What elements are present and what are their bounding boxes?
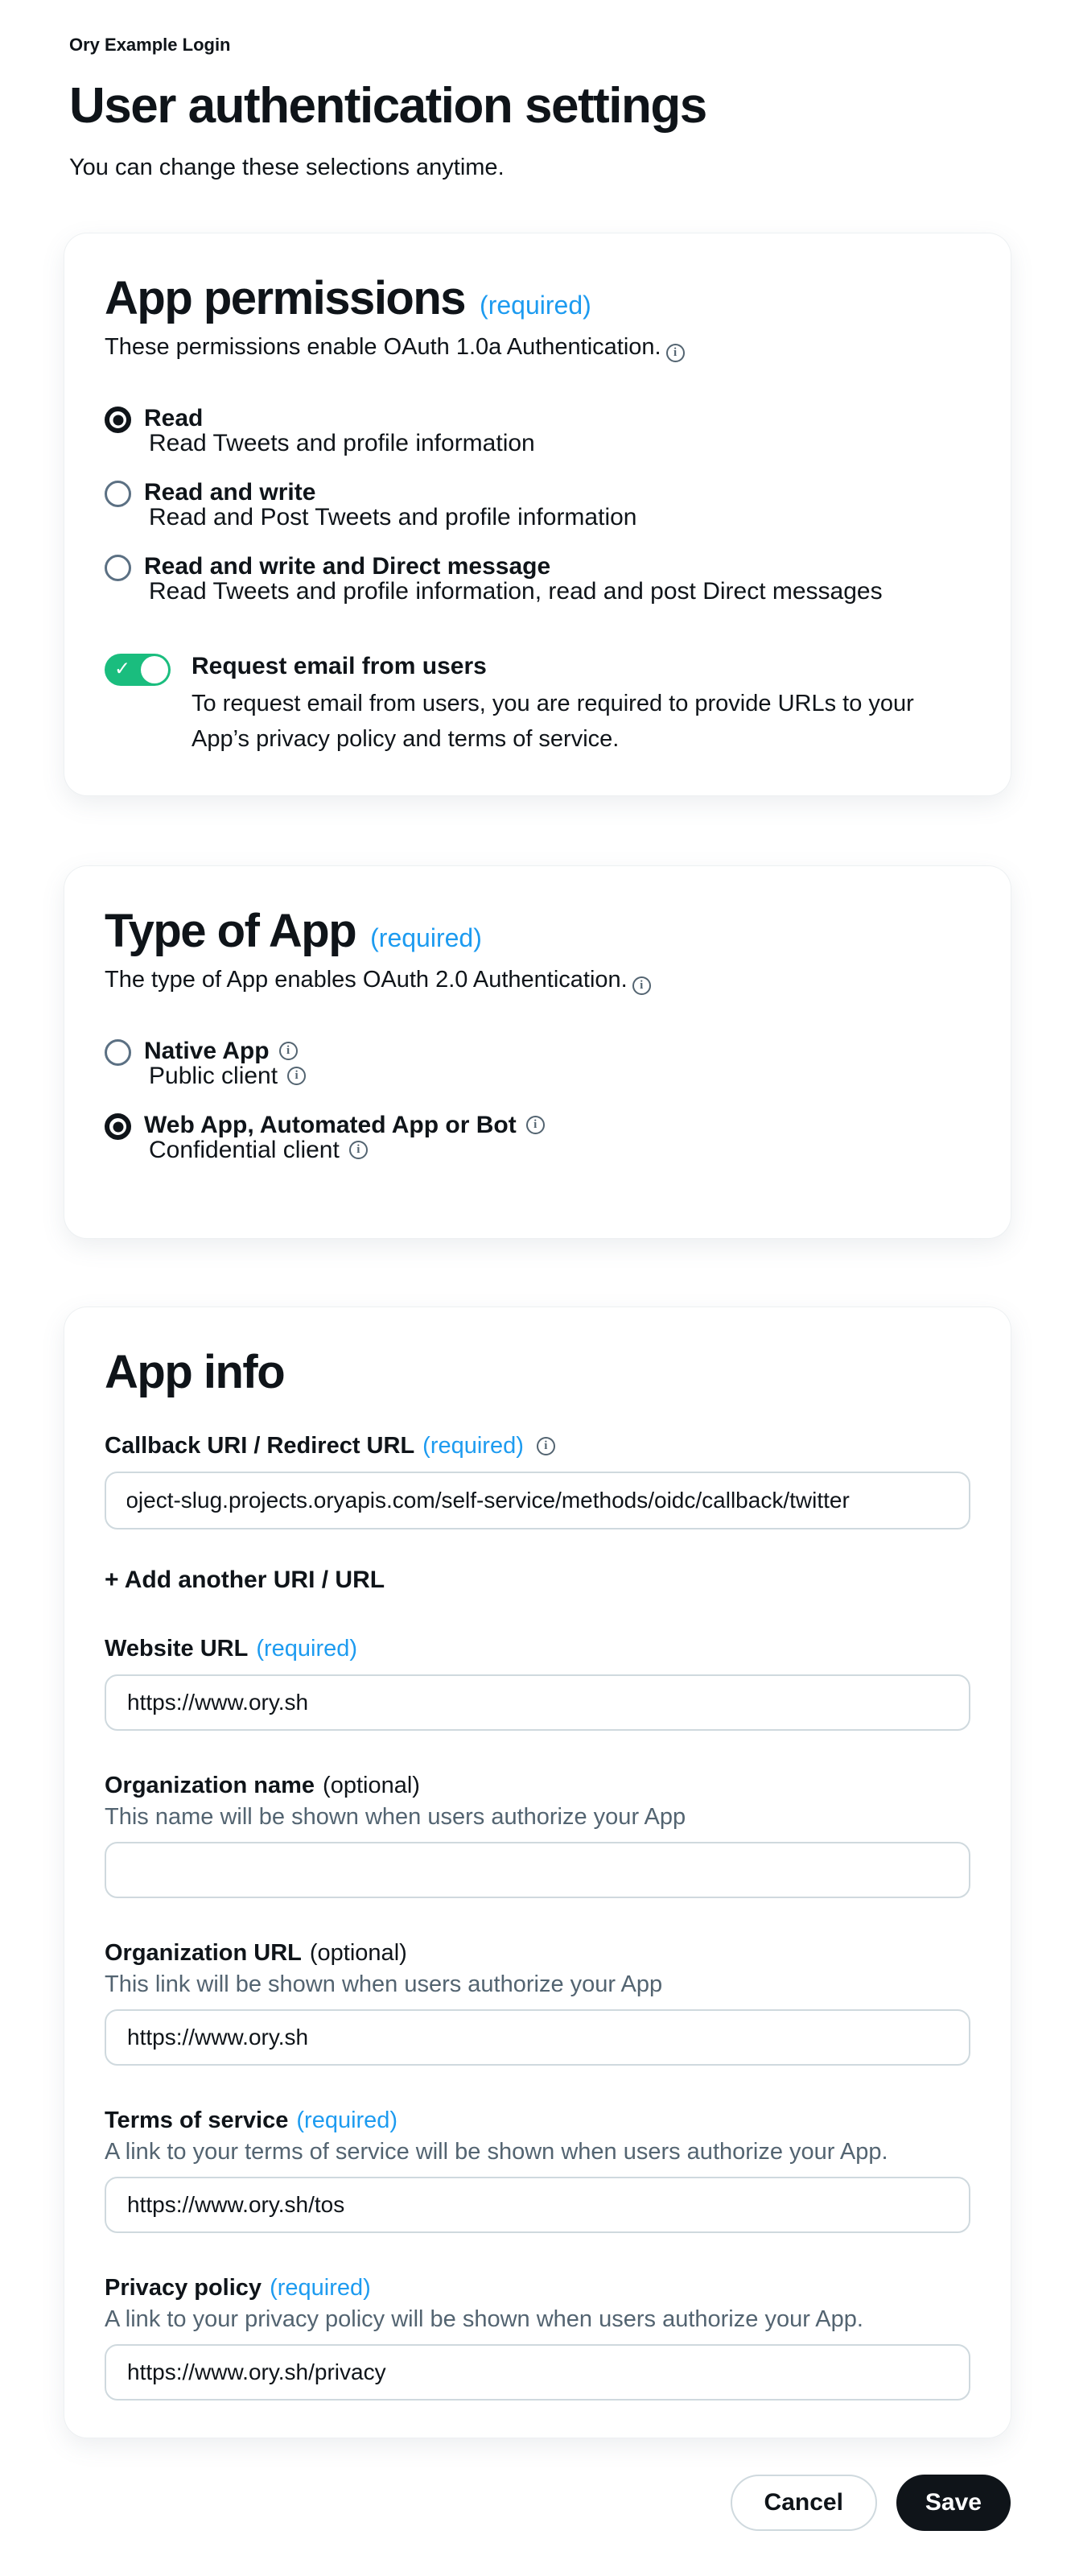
radio-text <box>144 480 636 530</box>
card-title: App permissions <box>105 272 466 324</box>
radio-selected-icon <box>105 1113 131 1140</box>
cancel-button[interactable]: Cancel <box>731 2475 877 2531</box>
field-organization-name <box>105 1771 970 1898</box>
card-description-text: These permissions enable OAuth 1.0a Authentication. <box>105 334 661 360</box>
check-icon: ✓ <box>114 658 131 680</box>
toggle-text <box>192 652 964 757</box>
page <box>64 34 1011 2438</box>
field-label: Organization name <box>105 1773 315 1798</box>
info-icon[interactable]: i <box>666 344 685 362</box>
radio-sublabel: Public client i <box>144 1063 306 1088</box>
field-label: Terms of service <box>105 2107 289 2133</box>
radio-sublabel: Confidential client i <box>144 1137 545 1162</box>
info-icon[interactable]: i <box>279 1042 298 1060</box>
radio-option-read-and-write[interactable] <box>105 480 970 530</box>
request-email-toggle[interactable] <box>105 654 171 686</box>
radio-unselected-icon <box>105 1039 131 1066</box>
app-permissions-title-row <box>105 272 970 325</box>
field-label-row <box>105 1634 970 1663</box>
required-tag: (required) <box>256 1636 358 1662</box>
radio-option-native-app[interactable] <box>105 1038 970 1088</box>
radio-label: Read <box>144 405 204 431</box>
type-of-app-radio-group <box>105 1038 970 1162</box>
app-permissions-card <box>64 233 1011 795</box>
field-label-row <box>105 2273 970 2302</box>
type-of-app-title-row <box>105 905 970 958</box>
toggle-label: Request email from users <box>192 653 487 679</box>
app-info-card <box>64 1307 1011 2438</box>
field-label-row <box>105 1938 970 1967</box>
field-label-row <box>105 1431 970 1460</box>
required-tag: (required) <box>422 1433 524 1459</box>
field-organization-url <box>105 1938 970 2066</box>
app-name: Ory Example Login <box>69 35 231 55</box>
card-description <box>105 332 970 362</box>
radio-sublabel: Read Tweets and profile information, read and post Direct messages <box>149 578 883 605</box>
organization-url-input[interactable] <box>105 2009 970 2066</box>
radio-option-read[interactable] <box>105 406 970 456</box>
field-description: A link to your privacy policy will be shown when users authorize your App. <box>105 2306 863 2332</box>
field-label-row <box>105 1771 970 1800</box>
terms-of-service-input[interactable] <box>105 2177 970 2233</box>
info-icon[interactable]: i <box>632 976 651 995</box>
page-subtitle: You can change these selections anytime. <box>69 155 505 180</box>
type-of-app-card <box>64 866 1011 1238</box>
info-icon[interactable]: i <box>537 1437 555 1455</box>
info-icon[interactable]: i <box>287 1067 306 1085</box>
callback-uri-input[interactable] <box>105 1472 970 1530</box>
radio-text <box>144 1113 545 1162</box>
field-label-row <box>105 2106 970 2135</box>
radio-label: Read and write and Direct message <box>144 553 551 580</box>
radio-unselected-icon <box>105 555 131 581</box>
field-label: Privacy policy <box>105 2275 262 2301</box>
radio-unselected-icon <box>105 481 131 507</box>
radio-option-web-app-automated-app-or-bot[interactable] <box>105 1113 970 1162</box>
optional-tag: (optional) <box>309 1940 407 1966</box>
card-title: App info <box>105 1346 285 1398</box>
page-title: User authentication settings <box>69 78 706 134</box>
field-privacy-policy <box>105 2273 970 2401</box>
radio-sublabel: Read Tweets and profile information <box>149 430 535 456</box>
info-icon[interactable]: i <box>349 1141 368 1159</box>
card-description <box>105 964 970 995</box>
radio-label: Native App i <box>144 1038 306 1063</box>
card-description-text: The type of App enables OAuth 2.0 Authentication. <box>105 967 628 993</box>
field-terms-of-service <box>105 2106 970 2233</box>
field-label: Organization URL <box>105 1940 302 1966</box>
request-email-row <box>105 652 970 757</box>
field-label: Callback URI / Redirect URL <box>105 1433 415 1459</box>
add-another-url-button[interactable]: + Add another URI / URL <box>105 1567 385 1593</box>
field-callback-uri <box>105 1431 970 1530</box>
form-actions <box>64 2475 1011 2531</box>
required-tag: (required) <box>480 291 591 320</box>
radio-label: Read and write <box>144 479 316 506</box>
radio-text <box>144 406 535 456</box>
toggle-description: To request email from users, you are required to provide URLs to your App’s privacy policy and terms of service. <box>192 691 914 752</box>
radio-selected-icon <box>105 407 131 433</box>
app-info-title-row <box>105 1346 970 1399</box>
required-tag: (required) <box>296 2107 398 2133</box>
optional-tag: (optional) <box>323 1773 420 1798</box>
organization-name-input[interactable] <box>105 1842 970 1898</box>
radio-sublabel: Read and Post Tweets and profile information <box>149 504 637 530</box>
required-tag: (required) <box>270 2275 371 2301</box>
field-website-url <box>105 1634 970 1731</box>
radio-text <box>144 554 883 604</box>
card-title: Type of App <box>105 905 356 957</box>
website-url-input[interactable] <box>105 1674 970 1731</box>
radio-label: Web App, Automated App or Bot i <box>144 1113 545 1137</box>
radio-text <box>144 1038 306 1088</box>
toggle-knob <box>141 656 168 683</box>
privacy-policy-input[interactable] <box>105 2344 970 2401</box>
field-description: A link to your terms of service will be shown when users authorize your App. <box>105 2139 888 2165</box>
permissions-radio-group <box>105 406 970 604</box>
field-description: This name will be shown when users authorize your App <box>105 1804 686 1830</box>
radio-option-read-write-direct-message[interactable] <box>105 554 970 604</box>
info-icon[interactable]: i <box>526 1116 545 1134</box>
save-button[interactable]: Save <box>896 2475 1011 2531</box>
field-description: This link will be shown when users authorize your App <box>105 1971 663 1997</box>
required-tag: (required) <box>370 923 482 952</box>
field-label: Website URL <box>105 1636 249 1662</box>
